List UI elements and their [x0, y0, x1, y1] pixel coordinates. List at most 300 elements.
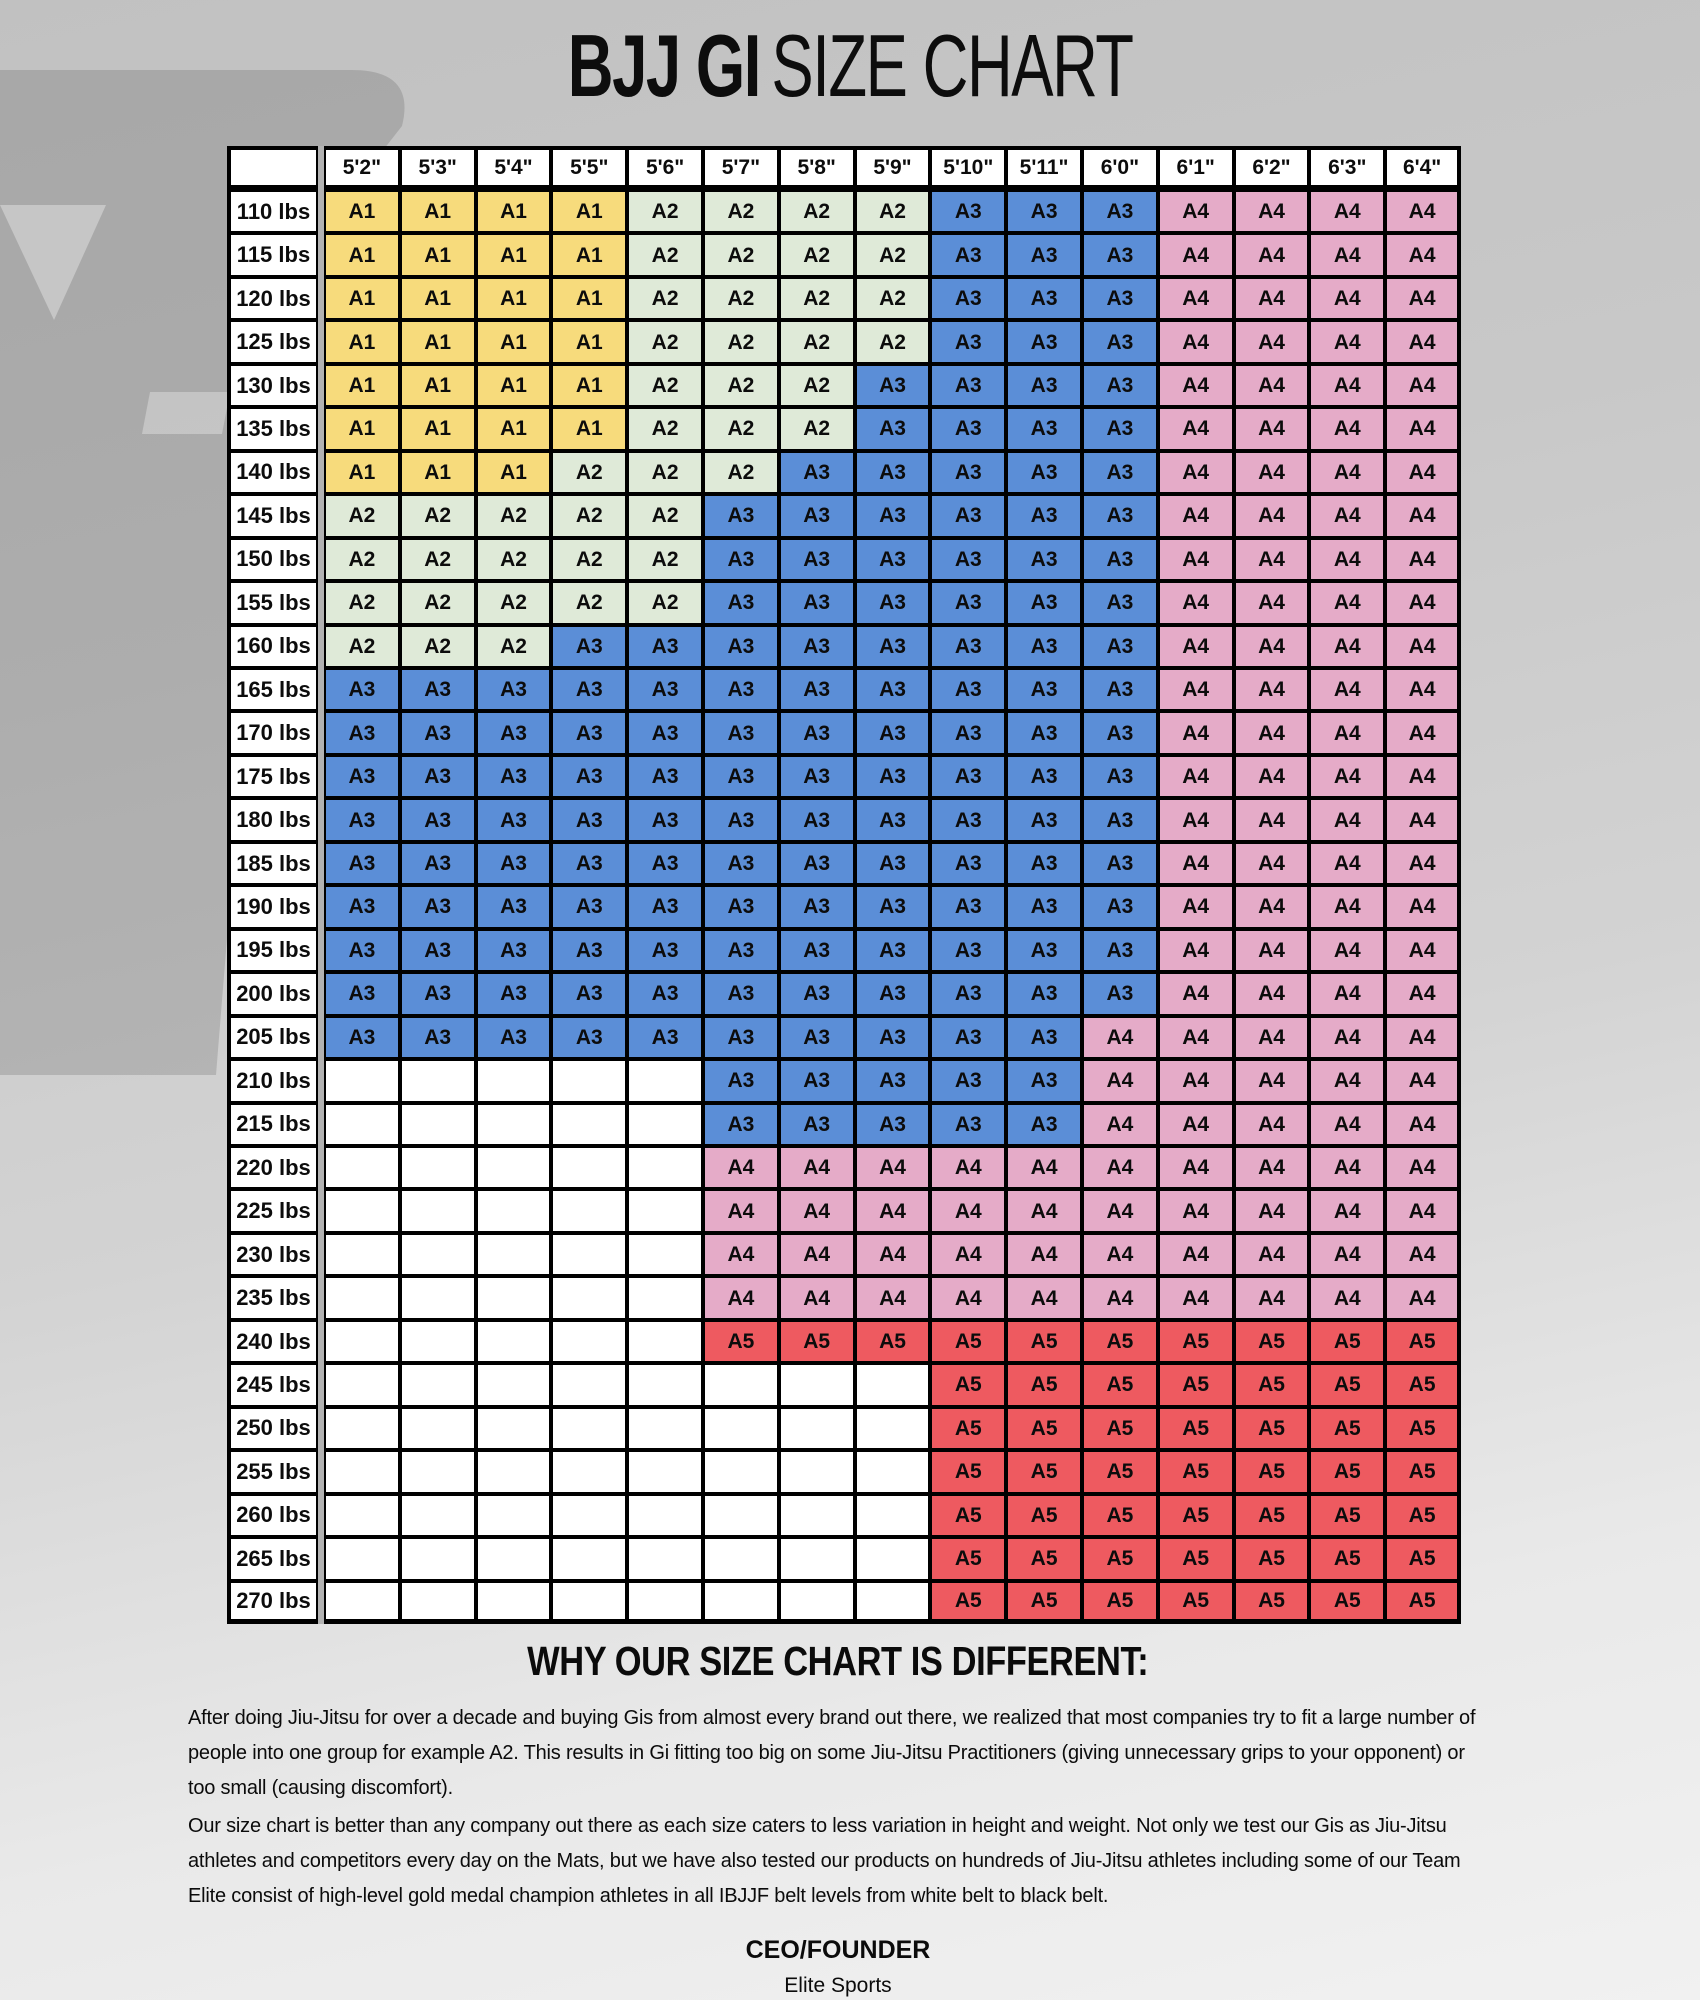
weight-label-cell: 205 lbs: [227, 1016, 318, 1059]
size-cell: A3: [1006, 842, 1082, 885]
size-cell: A3: [930, 364, 1006, 407]
size-cell: A2: [627, 364, 703, 407]
size-cell: A3: [779, 494, 855, 537]
size-cell: A3: [324, 798, 400, 841]
size-cell: A4: [1385, 711, 1461, 754]
size-cell: A3: [930, 190, 1006, 233]
size-cell: A5: [930, 1363, 1006, 1406]
size-cell: [324, 1320, 400, 1363]
size-cell: A1: [400, 320, 476, 363]
size-cell: A4: [779, 1276, 855, 1319]
size-cell: A5: [1309, 1363, 1385, 1406]
size-cell: A3: [1006, 668, 1082, 711]
size-cell: A5: [1309, 1494, 1385, 1537]
size-cell: A5: [1158, 1450, 1234, 1493]
size-cell: A4: [1385, 494, 1461, 537]
size-cell: A4: [1158, 581, 1234, 624]
size-cell: A5: [1158, 1581, 1234, 1624]
size-cell: [476, 1146, 552, 1189]
size-cell: A5: [1006, 1450, 1082, 1493]
size-cell: A3: [551, 972, 627, 1015]
weight-label-cell: 140 lbs: [227, 451, 318, 494]
size-cell: [551, 1581, 627, 1624]
weight-label-cell: 115 lbs: [227, 233, 318, 276]
size-cell: A3: [779, 538, 855, 581]
size-cell: A3: [627, 929, 703, 972]
size-cell: A4: [1234, 1276, 1310, 1319]
height-header-cell: 5'11": [1006, 146, 1082, 190]
size-cell: A3: [779, 625, 855, 668]
size-cell: A4: [1158, 798, 1234, 841]
size-cell: A4: [1158, 364, 1234, 407]
size-cell: [400, 1059, 476, 1102]
size-cell: [324, 1103, 400, 1146]
size-cell: A4: [1309, 190, 1385, 233]
size-cell: A3: [400, 755, 476, 798]
height-header-cell: 5'2": [324, 146, 400, 190]
size-cell: A4: [1234, 190, 1310, 233]
size-cell: A3: [779, 885, 855, 928]
size-cell: A4: [1082, 1276, 1158, 1319]
size-cell: A4: [1309, 320, 1385, 363]
size-cell: A4: [1309, 538, 1385, 581]
size-cell: [779, 1407, 855, 1450]
size-cell: A3: [1006, 581, 1082, 624]
size-cell: A3: [703, 972, 779, 1015]
size-cell: A4: [1309, 1146, 1385, 1189]
size-cell: A5: [1234, 1494, 1310, 1537]
size-cell: A3: [779, 668, 855, 711]
size-cell: A4: [1082, 1059, 1158, 1102]
size-cell: A4: [1385, 364, 1461, 407]
size-cell: A3: [779, 755, 855, 798]
size-cell: A3: [476, 755, 552, 798]
height-header-cell: 5'6": [627, 146, 703, 190]
size-cell: A4: [1385, 1016, 1461, 1059]
size-cell: A3: [551, 625, 627, 668]
size-cell: [476, 1363, 552, 1406]
size-cell: A2: [779, 320, 855, 363]
size-cell: A3: [400, 972, 476, 1015]
size-cell: [324, 1276, 400, 1319]
size-cell: A2: [627, 320, 703, 363]
weight-label-cell: 230 lbs: [227, 1233, 318, 1276]
size-cell: A4: [1234, 1189, 1310, 1232]
size-cell: A3: [627, 842, 703, 885]
weight-label-cell: 125 lbs: [227, 320, 318, 363]
size-cell: A5: [1082, 1407, 1158, 1450]
size-cell: [627, 1537, 703, 1580]
size-cell: A3: [1082, 233, 1158, 276]
size-cell: A4: [1309, 1189, 1385, 1232]
weight-label-cell: 130 lbs: [227, 364, 318, 407]
size-cell: A3: [476, 668, 552, 711]
size-cell: A3: [855, 1059, 931, 1102]
size-cell: A5: [1082, 1581, 1158, 1624]
size-cell: [855, 1581, 931, 1624]
size-cell: A3: [703, 798, 779, 841]
size-cell: A3: [779, 842, 855, 885]
size-cell: [703, 1537, 779, 1580]
size-cell: [324, 1363, 400, 1406]
size-cell: A3: [1082, 885, 1158, 928]
size-cell: A5: [930, 1581, 1006, 1624]
size-cell: A4: [1234, 581, 1310, 624]
size-cell: A2: [400, 494, 476, 537]
size-cell: A3: [627, 885, 703, 928]
size-cell: A4: [1158, 1146, 1234, 1189]
size-cell: A1: [400, 451, 476, 494]
size-cell: A4: [1158, 668, 1234, 711]
size-cell: A3: [1082, 755, 1158, 798]
size-cell: A4: [1158, 842, 1234, 885]
size-cell: A3: [1006, 233, 1082, 276]
size-cell: A4: [1309, 842, 1385, 885]
size-cell: A3: [855, 451, 931, 494]
size-cell: A3: [1006, 972, 1082, 1015]
size-cell: A4: [1234, 798, 1310, 841]
weight-label-cell: 265 lbs: [227, 1537, 318, 1580]
size-cell: A3: [476, 972, 552, 1015]
size-cell: A4: [1234, 1059, 1310, 1102]
size-cell: A5: [930, 1407, 1006, 1450]
size-cell: [324, 1189, 400, 1232]
signature-title: CEO/FOUNDER: [745, 1936, 931, 1964]
size-cell: A3: [551, 798, 627, 841]
size-cell: A4: [1158, 1016, 1234, 1059]
size-cell: A3: [1082, 451, 1158, 494]
size-cell: A2: [476, 538, 552, 581]
size-cell: [627, 1407, 703, 1450]
height-header-cell: 5'7": [703, 146, 779, 190]
size-cell: A3: [627, 711, 703, 754]
size-cell: A2: [551, 494, 627, 537]
size-cell: [779, 1494, 855, 1537]
height-header-cell: 5'4": [476, 146, 552, 190]
size-cell: A5: [779, 1320, 855, 1363]
size-cell: A3: [779, 798, 855, 841]
size-cell: A2: [551, 451, 627, 494]
size-cell: A5: [930, 1320, 1006, 1363]
size-cell: A5: [1385, 1450, 1461, 1493]
page-title: [0, 18, 1700, 115]
size-cell: [551, 1407, 627, 1450]
size-cell: A1: [324, 320, 400, 363]
size-cell: [551, 1320, 627, 1363]
size-cell: A3: [779, 451, 855, 494]
size-cell: A1: [400, 233, 476, 276]
size-cell: A5: [1234, 1450, 1310, 1493]
size-cell: A4: [779, 1189, 855, 1232]
size-cell: [703, 1581, 779, 1624]
size-cell: A3: [703, 711, 779, 754]
size-cell: A3: [930, 668, 1006, 711]
weight-label-cell: 155 lbs: [227, 581, 318, 624]
size-cell: A4: [1385, 972, 1461, 1015]
size-cell: A3: [930, 407, 1006, 450]
size-cell: A3: [627, 668, 703, 711]
size-cell: A3: [703, 1103, 779, 1146]
size-cell: A4: [1309, 494, 1385, 537]
height-header-cell: 6'4": [1385, 146, 1461, 190]
size-cell: A2: [779, 364, 855, 407]
size-cell: A2: [627, 190, 703, 233]
size-cell: A4: [1309, 581, 1385, 624]
size-cell: A3: [855, 668, 931, 711]
size-cell: A4: [1158, 1059, 1234, 1102]
size-cell: [779, 1537, 855, 1580]
size-cell: [476, 1537, 552, 1580]
weight-label-cell: 260 lbs: [227, 1494, 318, 1537]
size-cell: [400, 1189, 476, 1232]
size-cell: A3: [930, 538, 1006, 581]
size-cell: A3: [855, 755, 931, 798]
size-cell: A4: [1234, 885, 1310, 928]
size-cell: [400, 1363, 476, 1406]
weight-label-cell: 170 lbs: [227, 711, 318, 754]
size-cell: A4: [1158, 972, 1234, 1015]
size-cell: [855, 1450, 931, 1493]
size-cell: A2: [476, 581, 552, 624]
height-header-cell: 6'1": [1158, 146, 1234, 190]
size-cell: [400, 1494, 476, 1537]
size-cell: A3: [855, 581, 931, 624]
size-cell: A4: [1309, 1233, 1385, 1276]
height-header-cell: 6'3": [1309, 146, 1385, 190]
size-cell: A4: [1385, 1233, 1461, 1276]
size-cell: [476, 1450, 552, 1493]
size-cell: [551, 1494, 627, 1537]
size-cell: [627, 1146, 703, 1189]
size-cell: A3: [551, 668, 627, 711]
size-cell: A2: [324, 538, 400, 581]
size-cell: [324, 1059, 400, 1102]
size-cell: A3: [551, 755, 627, 798]
size-cell: A3: [627, 755, 703, 798]
size-cell: A3: [930, 451, 1006, 494]
size-cell: A2: [627, 451, 703, 494]
weight-label-cell: 210 lbs: [227, 1059, 318, 1102]
size-cell: A4: [1082, 1146, 1158, 1189]
size-cell: A4: [1234, 277, 1310, 320]
size-cell: [551, 1276, 627, 1319]
size-cell: A4: [1158, 711, 1234, 754]
size-cell: A2: [855, 233, 931, 276]
size-cell: A1: [324, 277, 400, 320]
weight-label-cell: 180 lbs: [227, 798, 318, 841]
size-cell: A4: [1158, 1233, 1234, 1276]
height-header-cell: 6'0": [1082, 146, 1158, 190]
size-cell: A3: [855, 798, 931, 841]
size-cell: A5: [1006, 1537, 1082, 1580]
size-cell: A5: [1309, 1450, 1385, 1493]
size-cell: A3: [400, 711, 476, 754]
size-cell: A5: [1234, 1320, 1310, 1363]
size-cell: A3: [703, 842, 779, 885]
size-cell: [400, 1450, 476, 1493]
size-cell: A4: [1385, 277, 1461, 320]
size-cell: A4: [1309, 451, 1385, 494]
size-cell: A3: [551, 842, 627, 885]
size-cell: A1: [324, 190, 400, 233]
size-cell: A4: [1309, 885, 1385, 928]
size-cell: A4: [1309, 1276, 1385, 1319]
size-cell: A2: [703, 190, 779, 233]
info-paragraph-2: Our size chart is better than any company out there as each size caters to less variation in height and weight. Not only we test our Gis as Jiu-Jitsu athletes and competitors every day on the Mats, but we have also tested our products on hundreds of Jiu-Jitsu athletes including some of our Team Elite consist of high-level gold medal champion athletes in all IBJJF belt levels from white belt to black belt.: [188, 1815, 1461, 1907]
size-cell: A3: [476, 885, 552, 928]
size-cell: A4: [1309, 711, 1385, 754]
size-cell: A4: [1158, 755, 1234, 798]
size-cell: A1: [476, 233, 552, 276]
size-cell: [627, 1494, 703, 1537]
size-cell: [476, 1407, 552, 1450]
size-cell: A3: [930, 1103, 1006, 1146]
size-cell: A2: [551, 538, 627, 581]
weight-label-cell: 215 lbs: [227, 1103, 318, 1146]
size-cell: [476, 1233, 552, 1276]
size-cell: [779, 1363, 855, 1406]
size-cell: A3: [855, 364, 931, 407]
size-cell: A3: [779, 1059, 855, 1102]
size-cell: A3: [400, 798, 476, 841]
size-cell: A4: [1385, 625, 1461, 668]
size-cell: A5: [1082, 1537, 1158, 1580]
size-cell: [703, 1494, 779, 1537]
size-cell: [400, 1320, 476, 1363]
size-cell: A3: [779, 972, 855, 1015]
size-cell: A4: [1385, 755, 1461, 798]
size-cell: A3: [703, 1059, 779, 1102]
height-header-cell: 5'9": [855, 146, 931, 190]
size-cell: A1: [324, 233, 400, 276]
size-cell: [476, 1581, 552, 1624]
size-cell: A3: [1006, 755, 1082, 798]
size-cell: A4: [1234, 625, 1310, 668]
size-cell: A3: [930, 233, 1006, 276]
info-heading: WHY OUR SIZE CHART IS DIFFERENT:: [527, 1638, 1149, 1684]
size-cell: A5: [1082, 1450, 1158, 1493]
size-cell: A2: [627, 538, 703, 581]
size-cell: A3: [1082, 625, 1158, 668]
size-cell: [627, 1320, 703, 1363]
size-cell: [324, 1146, 400, 1189]
size-cell: [703, 1407, 779, 1450]
size-cell: A4: [1158, 538, 1234, 581]
size-cell: A2: [779, 277, 855, 320]
size-cell: A3: [627, 625, 703, 668]
size-cell: [551, 1450, 627, 1493]
size-cell: [551, 1233, 627, 1276]
title-light-part: SIZE CHART: [771, 16, 1133, 115]
size-cell: A5: [1385, 1581, 1461, 1624]
size-cell: A5: [930, 1494, 1006, 1537]
signature-name: Elite Sports: [784, 1974, 892, 1997]
size-cell: A2: [855, 320, 931, 363]
size-cell: A4: [1385, 407, 1461, 450]
size-cell: A4: [1158, 885, 1234, 928]
size-cell: A2: [855, 190, 931, 233]
size-cell: [324, 1537, 400, 1580]
size-cell: A4: [703, 1276, 779, 1319]
size-cell: A3: [627, 1016, 703, 1059]
size-cell: A2: [627, 494, 703, 537]
size-cell: A3: [855, 842, 931, 885]
size-cell: [476, 1494, 552, 1537]
size-cell: A4: [1385, 885, 1461, 928]
size-cell: [627, 1581, 703, 1624]
weight-label-cell: 235 lbs: [227, 1276, 318, 1319]
size-cell: A5: [1234, 1363, 1310, 1406]
size-cell: A2: [779, 190, 855, 233]
size-cell: A5: [1082, 1494, 1158, 1537]
size-cell: A4: [1385, 233, 1461, 276]
size-cell: A4: [1385, 668, 1461, 711]
weight-label-cell: 200 lbs: [227, 972, 318, 1015]
height-header-cell: 6'2": [1234, 146, 1310, 190]
size-cell: A1: [551, 233, 627, 276]
height-header-cell: 5'8": [779, 146, 855, 190]
height-header-cell: 5'5": [551, 146, 627, 190]
size-cell: [855, 1407, 931, 1450]
size-cell: A4: [1158, 1189, 1234, 1232]
size-cell: A3: [930, 929, 1006, 972]
size-cell: A5: [1309, 1581, 1385, 1624]
weight-label-cell: 225 lbs: [227, 1189, 318, 1232]
size-cell: A4: [855, 1189, 931, 1232]
size-cell: A1: [476, 407, 552, 450]
size-cell: [476, 1320, 552, 1363]
weight-label-cell: 160 lbs: [227, 625, 318, 668]
weight-label-cell: 240 lbs: [227, 1320, 318, 1363]
size-cell: A3: [855, 625, 931, 668]
size-cell: A3: [930, 494, 1006, 537]
size-cell: A5: [1006, 1407, 1082, 1450]
size-cell: A5: [1158, 1320, 1234, 1363]
size-cell: A4: [1385, 842, 1461, 885]
size-cell: [779, 1450, 855, 1493]
size-cell: A3: [1006, 1103, 1082, 1146]
corner-cell: [227, 146, 318, 190]
size-cell: A3: [703, 581, 779, 624]
size-cell: A4: [1309, 1016, 1385, 1059]
size-cell: A4: [1385, 581, 1461, 624]
size-cell: A3: [703, 625, 779, 668]
size-cell: A3: [476, 929, 552, 972]
size-cell: A4: [1234, 972, 1310, 1015]
size-cell: A5: [1006, 1494, 1082, 1537]
size-cell: A3: [1006, 538, 1082, 581]
size-cell: A4: [855, 1146, 931, 1189]
size-cell: A4: [1385, 1103, 1461, 1146]
size-cell: A3: [930, 1059, 1006, 1102]
size-cell: A2: [476, 625, 552, 668]
size-cell: A3: [1006, 711, 1082, 754]
size-cell: A5: [703, 1320, 779, 1363]
size-cell: A3: [930, 320, 1006, 363]
size-cell: A3: [779, 581, 855, 624]
size-cell: A4: [1006, 1146, 1082, 1189]
size-cell: A4: [855, 1276, 931, 1319]
size-cell: [400, 1103, 476, 1146]
size-cell: A4: [1309, 277, 1385, 320]
size-cell: A2: [324, 625, 400, 668]
size-cell: A3: [779, 711, 855, 754]
size-cell: A3: [324, 885, 400, 928]
size-cell: A3: [703, 929, 779, 972]
size-cell: A3: [1006, 929, 1082, 972]
size-cell: A3: [1082, 407, 1158, 450]
size-cell: A2: [703, 277, 779, 320]
